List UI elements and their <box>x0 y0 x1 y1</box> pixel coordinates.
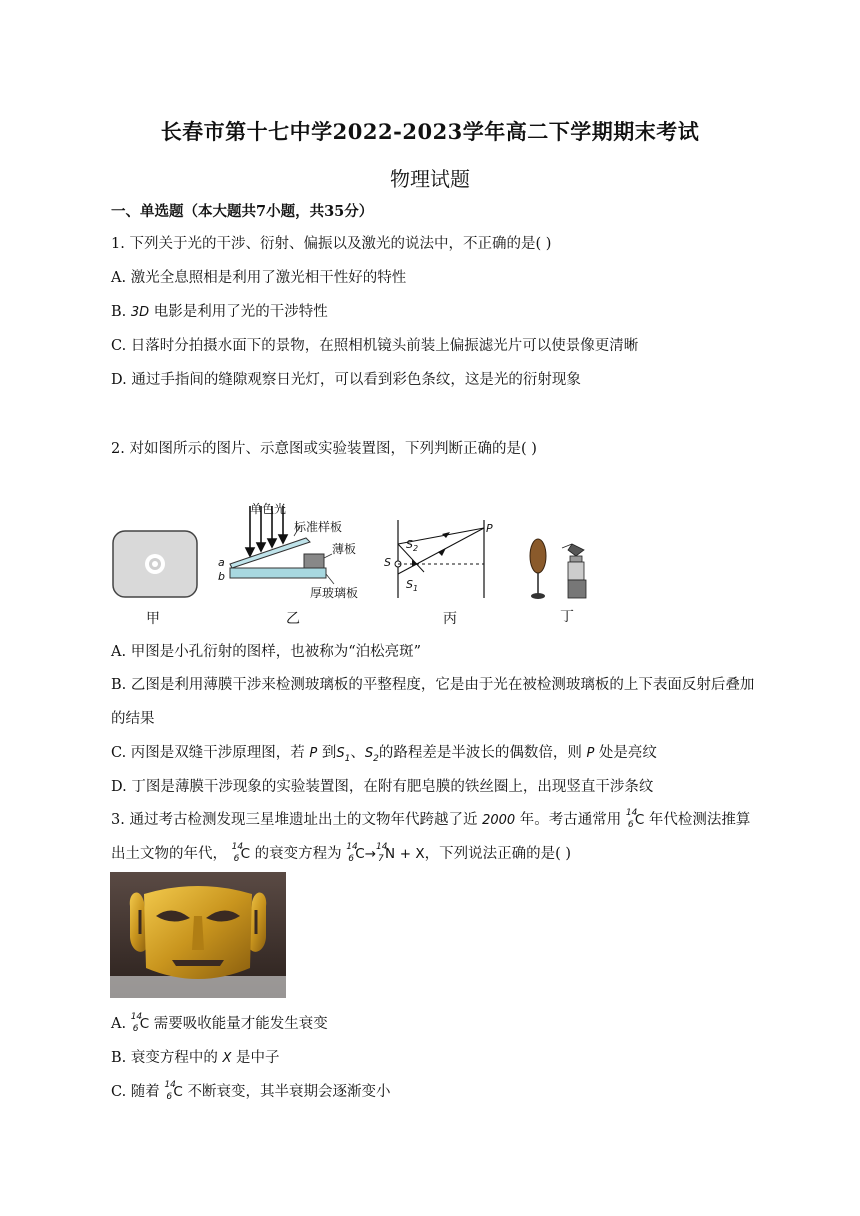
label-b: b <box>218 570 225 583</box>
q2-option-c: C. 丙图是双缝干涉原理图，若 P 到$S_1$、$S_2$的路程差是半波长的偶数倍，则 P 处是亮纹 <box>111 745 657 764</box>
label-monochrome-light: 单色光 <box>250 502 287 516</box>
figure-yi <box>214 496 374 606</box>
q3-option-a: A. 14 6 C 需要吸收能量才能发生衰变 <box>111 1012 328 1034</box>
label-a: a <box>218 556 225 569</box>
q1-b-italic: 3D <box>130 305 150 320</box>
exam-subtitle: 物理试题 <box>390 167 470 191</box>
q2-option-a: A. 甲图是小孔衍射的图样，也被称为“泊松亮斑” <box>111 644 422 660</box>
q3-stem-line1: 3. 通过考古检测发现三星堆遗址出土的文物年代跨越了近 2000 年。考古通常用 14 6 C 年代检测法推算 <box>111 808 751 830</box>
label-P: P <box>486 522 493 535</box>
q2-option-d: D. 丁图是薄膜干涉现象的实验装置图，在附有肥皂膜的铁丝圈上，出现竖直干涉条纹 <box>111 779 654 795</box>
figure-label-ding: 丁 <box>560 609 574 625</box>
figure-ding <box>524 536 598 602</box>
soap-film-apparatus <box>524 536 598 602</box>
q1-option-c: C. 日落时分拍摄水面下的景物，在照相机镜头前装上偏振滤光片可以使景像更清晰 <box>111 338 639 354</box>
figure-label-bing: 丙 <box>443 611 457 627</box>
q1-option-b <box>111 300 328 321</box>
exam-title: 长春市第十七中学2022-2023学年高二下学期期末考试 <box>160 119 700 144</box>
q1-b-prefix: B. <box>111 304 131 320</box>
poisson-spot-image <box>112 530 198 598</box>
gold-mask-image <box>110 872 286 998</box>
q2-option-b-line1: B. 乙图是利用薄膜干涉来检测玻璃板的平整程度，它是由于光在被检测玻璃板的上下表面反射后叠加 <box>111 677 755 693</box>
label-S: S <box>384 556 391 569</box>
gold-mask-photo <box>110 872 286 998</box>
figure-label-yi: 乙 <box>286 611 300 627</box>
label-standard-plate: 标准样板 <box>294 520 343 534</box>
q2-option-b-line2: 的结果 <box>111 711 155 727</box>
figure-label-jia: 甲 <box>146 611 160 627</box>
label-S2: $S_2$ <box>406 538 419 554</box>
q1-b-rest: 电影是利用了光的干涉特性 <box>149 304 328 320</box>
q1-option-a: A. 激光全息照相是利用了激光相干性好的特性 <box>111 270 407 286</box>
label-thin-plate: 薄板 <box>332 542 357 556</box>
figure-bing <box>380 516 500 602</box>
label-thick-glass: 厚玻璃板 <box>310 586 359 600</box>
label-S1: $S_1$ <box>406 578 419 594</box>
q3-stem-line2: 出土文物的年代， 14 6 C 的衰变方程为 14 6 C→ 14 7 N + X，下列说法正确的是( ) <box>111 842 572 864</box>
section-heading: 一、单选题（本大题共7小题，共35分） <box>111 203 374 220</box>
double-slit-diagram <box>380 516 500 602</box>
isotope-c14: 14 6 <box>625 808 638 830</box>
q3-option-b: B. 衰变方程中的 X 是中子 <box>111 1050 280 1066</box>
q1-stem: 1. 下列关于光的干涉、衍射、偏振以及激光的说法中，不正确的是( ) <box>111 236 552 252</box>
q1-option-d: D. 通过手指间的缝隙观察日光灯，可以看到彩色条纹，这是光的衍射现象 <box>111 372 581 388</box>
q3-option-c: C. 随着 14 6 C 不断衰变，其半衰期会逐渐变小 <box>111 1080 391 1102</box>
q2-stem: 2. 对如图所示的图片、示意图或实验装置图，下列判断正确的是( ) <box>111 441 537 457</box>
figure-jia <box>112 530 198 598</box>
